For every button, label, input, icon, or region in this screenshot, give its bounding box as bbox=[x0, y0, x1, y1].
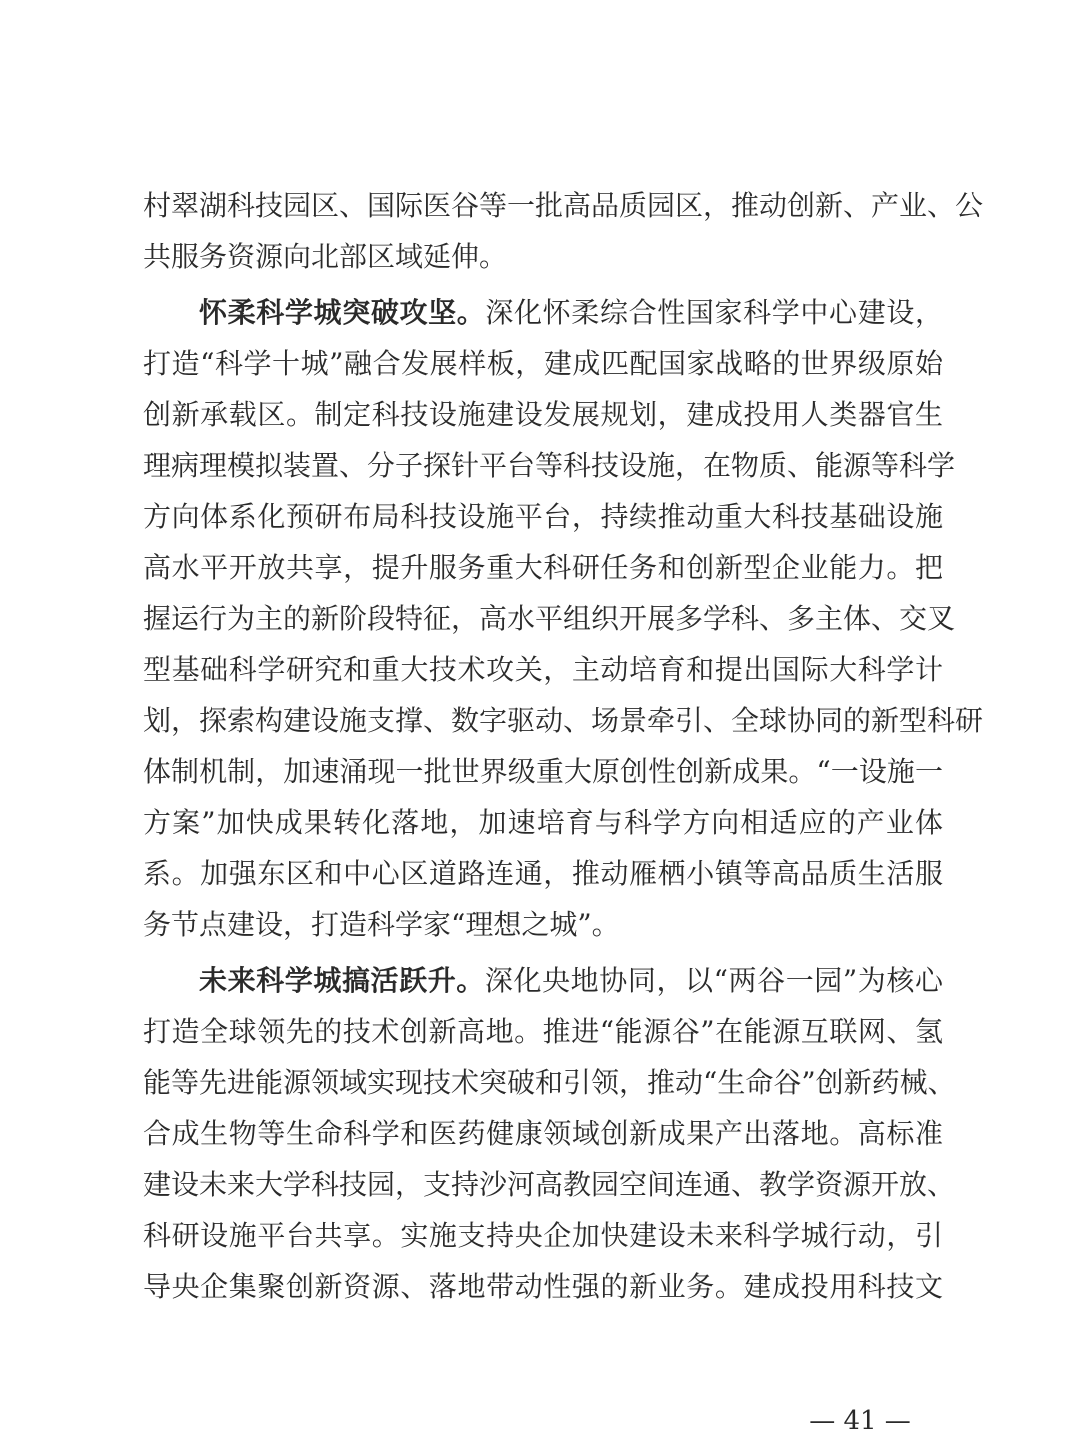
section-heading: 未来科学城搞活跃升。 bbox=[199, 964, 485, 997]
document-body bbox=[143, 180, 984, 1312]
text-line: 科研设施平台共享。实施支持央企加快建设未来科学城行动，引 bbox=[143, 1219, 943, 1252]
text-line: 方向体系化预研布局科技设施平台，持续推动重大科技基础设施 bbox=[143, 500, 943, 533]
text-line: 高水平开放共享，提升服务重大科研任务和创新型企业能力。把 bbox=[143, 551, 943, 584]
text-line: 系。加强东区和中心区道路连通，推动雁栖小镇等高品质生活服 bbox=[143, 857, 943, 890]
text-line: 能等先进能源领域实现技术突破和引领，推动“生命谷”创新药械、 bbox=[143, 1066, 956, 1099]
text-line: 理病理模拟装置、分子探针平台等科技设施，在物质、能源等科学 bbox=[143, 449, 956, 482]
text-line: 型基础科学研究和重大技术攻关，主动培育和提出国际大科学计 bbox=[143, 653, 943, 686]
text-line: 方案”加快成果转化落地，加速培育与科学方向相适应的产业体 bbox=[143, 806, 943, 839]
text-line: 握运行为主的新阶段特征，高水平组织开展多学科、多主体、交叉 bbox=[143, 602, 956, 635]
text-line: 村翠湖科技园区、国际医谷等一批高品质园区，推动创新、产业、公 bbox=[143, 189, 984, 222]
text-run: 深化怀柔综合性国家科学中心建设， bbox=[485, 296, 943, 329]
page-number: — 41 — bbox=[809, 1406, 911, 1436]
text-line: 创新承载区。制定科技设施建设发展规划，建成投用人类器官生 bbox=[143, 398, 943, 431]
text-line: 打造“科学十城”融合发展样板，建成匹配国家战略的世界级原始 bbox=[143, 347, 943, 380]
text-line: 共服务资源向北部区域延伸。 bbox=[143, 240, 508, 273]
text-line: 体制机制，加速涌现一批世界级重大原创性创新成果。“一设施一 bbox=[143, 755, 943, 788]
text-line: 合成生物等生命科学和医药健康领域创新成果产出落地。高标准 bbox=[143, 1117, 943, 1150]
text-line: 划，探索构建设施支撑、数字驱动、场景牵引、全球协同的新型科研 bbox=[143, 704, 984, 737]
paragraph-first-line bbox=[143, 287, 943, 338]
text-line: 建设未来大学科技园，支持沙河高教园空间连通、教学资源开放、 bbox=[143, 1168, 956, 1201]
text-run: 深化央地协同，以“两谷一园”为核心 bbox=[484, 964, 943, 997]
text-line: 导央企集聚创新资源、落地带动性强的新业务。建成投用科技文 bbox=[143, 1270, 943, 1303]
text-line: 务节点建设，打造科学家“理想之城”。 bbox=[143, 908, 620, 941]
paragraph-first-line bbox=[143, 955, 943, 1006]
section-heading: 怀柔科学城突破攻坚。 bbox=[199, 296, 486, 329]
text-line: 打造全球领先的技术创新高地。推进“能源谷”在能源互联网、氢 bbox=[143, 1015, 943, 1048]
